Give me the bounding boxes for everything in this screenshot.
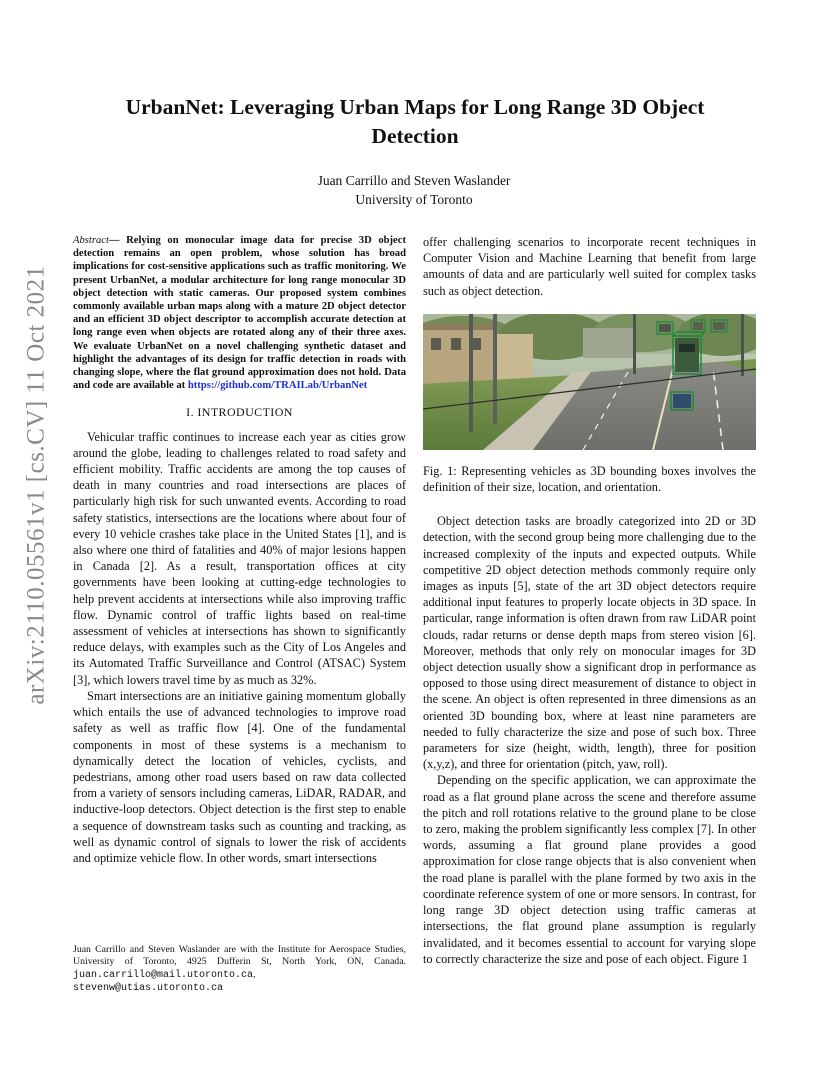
intro-paragraph-1: Vehicular traffic continues to increase each year as cities grow around the globe, leading to challenges related to road safety and efficient mobility. Traffic accidents are among the top causes of death in many countries and road intersections are places of particularly high risk for such unwanted events. According to road safety statistics, intersections are the locations where about four of every 10 vehicle crashes take place in the United States [1], and is also where one third of fatalities and 40% of major lesions happen in Canada [2]. As a result, transportation offices at city governments have been looking at cutting-edge technologies to help prevent accidents at intersections while also improving traffic flow. Dynamic control of traffic lights based on real-time assessment of vehicles at intersections has shown to significantly reduce delays, with examples such as the City of Los Angeles and its Automated Traffic Surveillance and Control (ATSAC) System [3], which lowers travel time by as much as 32%.	[73, 429, 406, 687]
section-heading-introduction: I. INTRODUCTION	[186, 405, 293, 420]
author-names: Juan Carrillo and Steven Waslander	[317, 173, 511, 188]
arxiv-identifier	[14, 265, 60, 705]
abstract-lead: Abstract	[73, 235, 109, 246]
right-continued-paragraph: offer challenging scenarios to incorporate recent techniques in Computer Vision and Machine Learning that benefit from large amounts of data and are particularly well suited for complex tasks such as object detection.	[423, 235, 756, 298]
footnote-email-1: juan.carrillo@mail.utoronto.ca	[73, 969, 254, 981]
code-link[interactable]: https://github.com/TRAILab/UrbanNet	[187, 380, 368, 392]
abstract	[73, 234, 406, 392]
footnote-text: Juan Carrillo and Steven Waslander are with the Institute for Aerospace Studies, University of Toronto, 4925 Dufferin St, North York, ON, Canada.	[73, 944, 406, 968]
right-column	[423, 234, 756, 967]
footnote-separator: ,	[253, 968, 256, 980]
figure-1-image	[423, 314, 756, 450]
street-scene-illustration	[423, 314, 756, 450]
footnote-email-2: stevenw@utias.utoronto.ca	[73, 982, 224, 994]
figure-1-caption: Fig. 1: Representing vehicles as 3D bounding boxes involves the definition of their size, location, and orientation.	[423, 463, 756, 495]
vehicle-car-front	[671, 392, 693, 410]
arxiv-identifier-text: arXiv:2110.05561v1 [cs.CV] 11 Oct 2021	[23, 265, 50, 705]
right-paragraph-2: Depending on the specific application, we can approximate the road as a flat ground plane across the scene and therefore assume the pitch and roll rotations relative to the ground plane to be close to zero, making the problem significantly less complex [7]. In other words, assuming a flat ground plane provides a good approximation for close range objects that is also convenient when the road plane is parallel with the plane formed by two axis in the coordinate reference system of one or more sensors. In contrast, for long range 3D object detection using traffic cameras at intersections, the flat ground plane assumption is regularly invalidated, and it becomes essential to account for varying slope to correctly characterize the size and pose of each object. Figure 1	[423, 773, 756, 966]
author-block	[0, 171, 828, 209]
left-column	[73, 234, 406, 866]
abstract-body: Relying on monocular image data for precise 3D object detection remains an open problem, whose solution has broad implications for cost-sensitive applications such as traffic monitoring. We present UrbanNet, a modular architecture for long range monocular 3D object detection with static cameras. Our proposed system combines commonly available urban maps along with a mature 2D object detector and an efficient 3D object descriptor to accomplish accurate detection at long range even when objects are rotated along any of their three axes. We evaluate UrbanNet on a novel challenging synthetic dataset and highlight the advantages of its design for traffic detection in roads with changing slope, where the flat ground approximation does not hold. Data and code are available at	[73, 235, 406, 392]
right-paragraph-1: Object detection tasks are broadly categorized into 2D or 3D detection, with the second group being more challenging due to the increased complexity of the inputs and expected outputs. While competitive 2D object detection methods commonly require only images as inputs [5], state of the art 3D object detectors require additional input features to properly locate objects in 3D space. In particular, range information is often drawn from raw LiDAR point clouds, radar returns or dense depth maps from stereo vision [6]. Moreover, methods that only rely on monocular images for 3D object detection usually show a significant drop in performance as opposed to those using direct measurement of distance to object in the scene. An object is often represented in three dimensions as an oriented 3D bounding box, where at least nine parameters are needed to fully characterize the size and pose of such box. Three parameters for size (height, width, length), three for position (x,y,z), and three for orientation (pitch, yaw, roll).	[423, 514, 756, 772]
intro-paragraph-2: Smart intersections are an initiative gaining momentum globally which entails the use of advanced technologies to improve road safety as well as traffic flow [4]. One of the fundamental components in most of these systems is a mechanism to dynamically detect the location of vehicles, cyclists, and pedestrians, among other road users based on raw data collected from a variety of sensors including cameras, LiDAR, RADAR, and inductive-loop detectors. Object detection is the first step to enable a sequence of downstream tasks such as counting and tracking, as well as dynamic control of signals to lower the risk of accidents and optimize vehicle flow. In other words, smart intersections	[73, 688, 406, 865]
author-affiliation: University of Toronto	[355, 192, 473, 207]
author-footnote	[73, 944, 406, 995]
abstract-dash: —	[108, 235, 127, 246]
paper-title: UrbanNet: Leveraging Urban Maps for Long Range 3D Object Detection	[125, 95, 705, 148]
